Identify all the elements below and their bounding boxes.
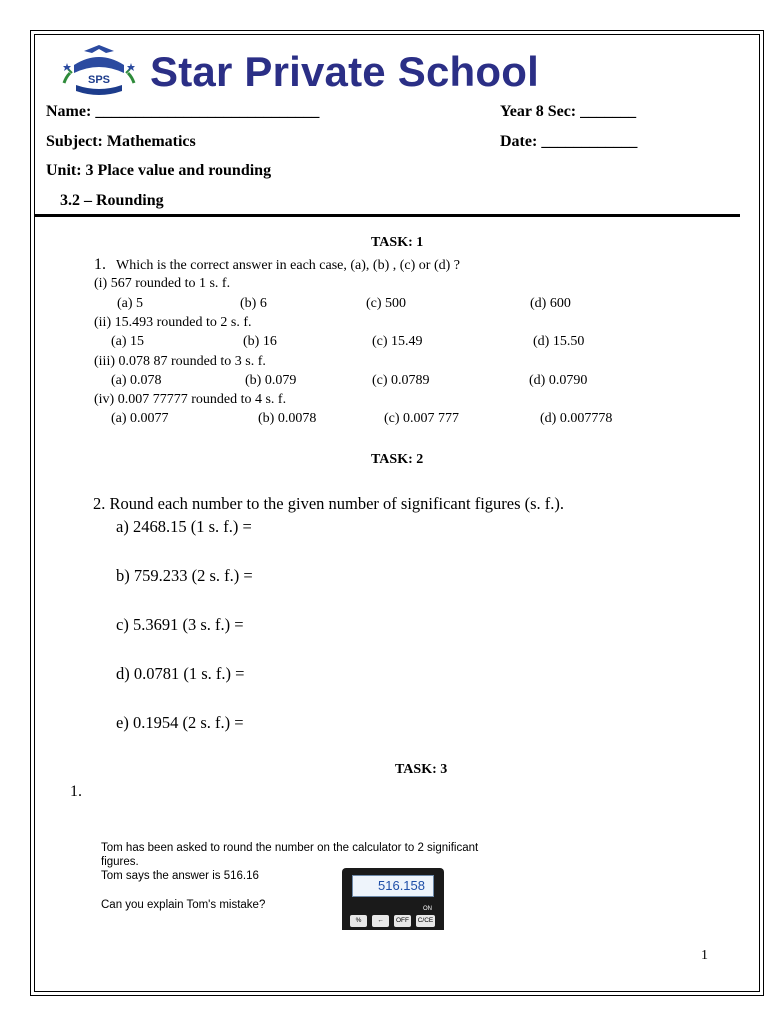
option-c: (c) 15.49 xyxy=(372,334,423,349)
task2-item-e: e) 0.1954 (2 s. f.) = xyxy=(116,713,244,732)
task3-text-line3: Tom says the answer is 516.16 xyxy=(101,870,259,882)
option-c: (c) 0.0789 xyxy=(372,373,430,388)
subject-label: Subject: Mathematics xyxy=(46,133,196,150)
task2-item-b: b) 759.233 (2 s. f.) = xyxy=(116,566,253,585)
option-b: (b) 6 xyxy=(240,296,267,311)
calculator-image xyxy=(342,868,444,930)
task3-text-line1: Tom has been asked to round the number on the calculator to 2 significant xyxy=(101,842,479,854)
calculator-key-clear: C/CE xyxy=(416,915,435,927)
name-field-label: Name: ____________________________ xyxy=(46,103,320,120)
school-name: Star Private School xyxy=(150,48,539,95)
task1-title: TASK: 1 xyxy=(371,235,424,250)
task3-text-line4: Can you explain Tom's mistake? xyxy=(101,899,266,911)
calculator-key-off: OFF xyxy=(394,915,411,927)
task3-title: TASK: 3 xyxy=(395,762,448,777)
task3-number: 1. xyxy=(70,783,82,800)
option-a: (a) 0.0077 xyxy=(111,411,169,426)
task2-title: TASK: 2 xyxy=(371,452,424,467)
option-d: (d) 600 xyxy=(530,296,571,311)
task1-question: Which is the correct answer in each case, (a), (b) , (c) or (d) ? xyxy=(116,258,460,273)
page-number: 1 xyxy=(701,948,708,963)
calculator-key-backspace: ← xyxy=(372,915,389,927)
year-section-label: Year 8 Sec: _______ xyxy=(500,103,637,120)
task3-text-line2: figures. xyxy=(101,856,139,868)
option-c: (c) 500 xyxy=(366,296,407,311)
option-d: (d) 0.0790 xyxy=(529,373,588,388)
logo-text: SPS xyxy=(87,74,111,86)
option-c: (c) 0.007 777 xyxy=(384,411,460,426)
unit-label: Unit: 3 Place value and rounding xyxy=(46,162,272,179)
option-b: (b) 16 xyxy=(243,334,277,349)
option-b: (b) 0.0078 xyxy=(258,411,317,426)
question-prompt: (iv) 0.007 77777 rounded to 4 s. f. xyxy=(94,392,287,407)
calculator-key-percent: % xyxy=(350,915,367,927)
task2-intro: 2. Round each number to the given number of significant figures (s. f.). xyxy=(93,494,565,513)
question-prompt: (i) 567 rounded to 1 s. f. xyxy=(94,276,231,291)
task2-item-c: c) 5.3691 (3 s. f.) = xyxy=(116,615,244,634)
option-b: (b) 0.079 xyxy=(245,373,297,388)
task2-item-a: a) 2468.15 (1 s. f.) = xyxy=(116,517,252,536)
calculator-display: 516.158 xyxy=(352,875,434,897)
option-a: (a) 5 xyxy=(117,296,144,311)
calculator-on-label: ON xyxy=(423,906,432,912)
task2-item-d: d) 0.0781 (1 s. f.) = xyxy=(116,664,245,683)
question-prompt: (iii) 0.078 87 rounded to 3 s. f. xyxy=(94,354,266,369)
header-divider xyxy=(34,214,740,217)
task1-number: 1. xyxy=(94,256,106,273)
option-d: (d) 15.50 xyxy=(533,334,585,349)
question-prompt: (ii) 15.493 rounded to 2 s. f. xyxy=(94,315,252,330)
option-a: (a) 0.078 xyxy=(111,373,162,388)
school-logo xyxy=(60,43,138,99)
option-d: (d) 0.007778 xyxy=(540,411,613,426)
date-label: Date: ____________ xyxy=(500,133,638,150)
option-a: (a) 15 xyxy=(111,334,145,349)
section-label: 3.2 – Rounding xyxy=(60,192,164,209)
